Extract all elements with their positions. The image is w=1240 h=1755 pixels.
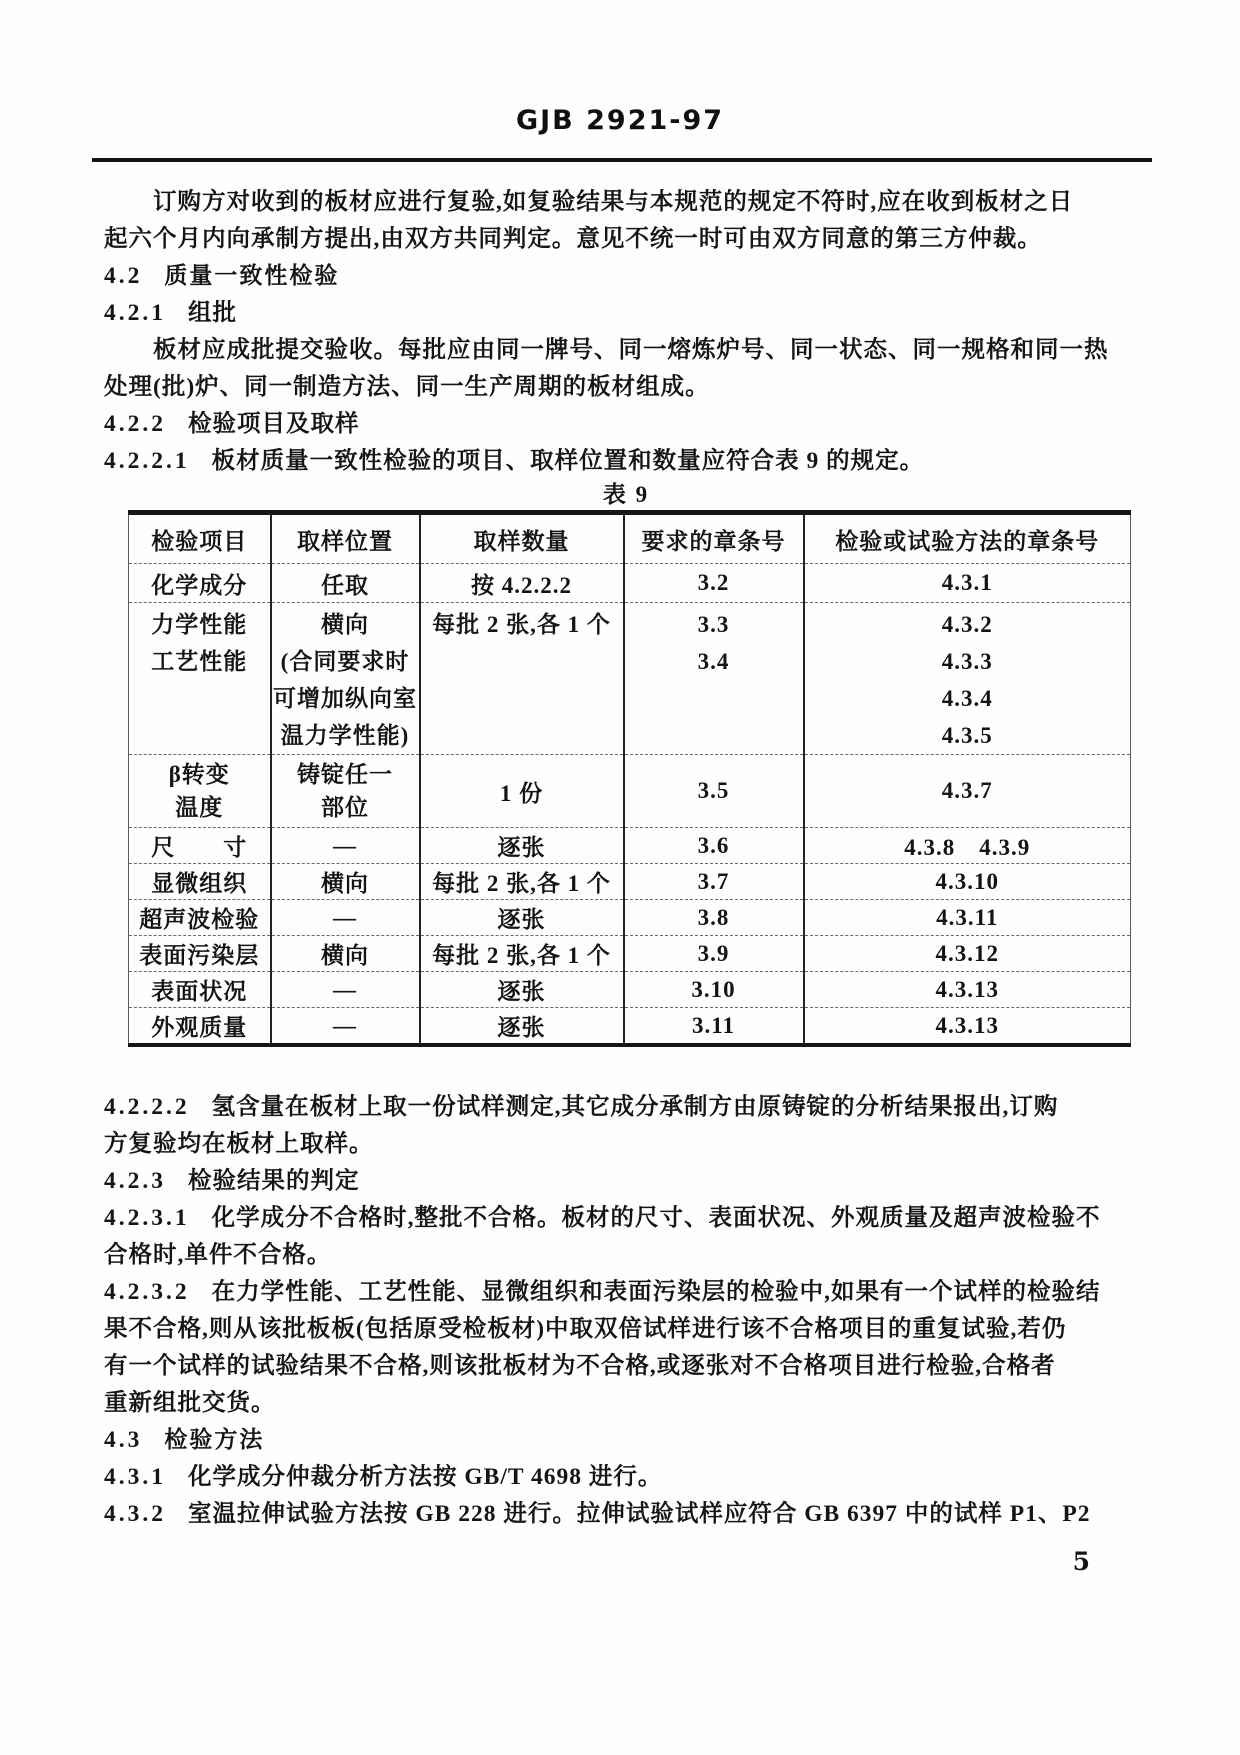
table-cell xyxy=(129,755,271,828)
clause-text: 板材质量一致性检验的项目、取样位置和数量应符合表 9 的规定。 xyxy=(211,448,925,474)
clause-4-2-1-line-2: 处理(批)炉、同一制造方法、同一生产周期的板材组成。 xyxy=(104,374,710,400)
table-cell: 外观质量 xyxy=(129,1008,271,1046)
table-cell: 化学成分 xyxy=(129,564,271,603)
clause-4-2-1-line-1: 板材应成批提交验收。每批应由同一牌号、同一熔炼炉号、同一状态、同一规格和同一热 xyxy=(153,337,1109,363)
table-cell: 任取 xyxy=(271,564,420,603)
table-cell: 显微组织 xyxy=(129,864,271,900)
table-header-row xyxy=(129,513,1131,564)
standard-number: GJB 2921-97 xyxy=(515,105,725,136)
table-cell: 3.7 xyxy=(624,864,804,900)
table-cell: 3.6 xyxy=(624,828,804,864)
col-header-quantity: 取样数量 xyxy=(420,513,624,564)
intro-line-2: 起六个月内向承制方提出,由双方共同判定。意见不统一时可由双方同意的第三方仲裁。 xyxy=(104,226,1042,252)
clause-title: 检验结果的判定 xyxy=(188,1168,360,1194)
clause-4-3-1 xyxy=(104,1459,1148,1496)
clause-text: 化学成分不合格时,整批不合格。板材的尺寸、表面状况、外观质量及超声波检验不 xyxy=(211,1205,1101,1231)
clause-title: 检验项目及取样 xyxy=(188,411,360,437)
table-row xyxy=(129,828,1131,864)
cell-line: 3.3 xyxy=(697,612,730,637)
table-cell: 横向 xyxy=(271,864,420,900)
cell-line: 温力学性能) xyxy=(280,723,410,748)
clause-number: 4.3 xyxy=(104,1427,143,1453)
table-cell: 3.9 xyxy=(624,936,804,972)
table-cell: 尺 寸 xyxy=(129,828,271,864)
heading-4-2-1 xyxy=(104,295,1148,332)
clause-4-2-3-2-line-2: 果不合格,则从该批板板(包括原受检板材)中取双倍试样进行该不合格项目的重复试验,若仍 xyxy=(104,1316,1067,1342)
table-cell xyxy=(129,603,271,755)
cell-line: 4.3.3 xyxy=(941,649,993,674)
table-cell: 按 4.2.2.2 xyxy=(420,564,624,603)
cell-line: 力学性能 xyxy=(151,612,248,637)
table-cell xyxy=(624,603,804,755)
table-cell xyxy=(271,603,420,755)
cell-line: 4.3.5 xyxy=(941,723,993,748)
clause-4-3-2 xyxy=(104,1496,1148,1533)
table-cell: 每批 2 张,各 1 个 xyxy=(420,864,624,900)
clause-number: 4.2.1 xyxy=(104,300,166,326)
table-cell: 4.3.7 xyxy=(804,755,1131,828)
clause-text: 氢含量在板材上取一份试样测定,其它成分承制方由原铸锭的分析结果报出,订购 xyxy=(211,1094,1059,1120)
table-cell: 4.3.13 xyxy=(804,1008,1131,1046)
document-body xyxy=(0,162,1240,1580)
table-cell: 4.3.11 xyxy=(804,900,1131,936)
clause-4-2-3-1-line-2: 合格时,单件不合格。 xyxy=(104,1242,332,1268)
clause-4-2-2-2-line-1 xyxy=(104,1089,1148,1126)
table-cell xyxy=(420,603,624,755)
table-cell: 逐张 xyxy=(420,1008,624,1046)
table-9 xyxy=(128,510,1131,1047)
heading-4-3 xyxy=(104,1422,1148,1459)
table-cell: 逐张 xyxy=(420,972,624,1008)
col-header-item: 检验项目 xyxy=(151,528,248,554)
clause-title: 质量一致性检验 xyxy=(164,263,340,289)
table-cell: 逐张 xyxy=(420,900,624,936)
table-cell: 3.8 xyxy=(624,900,804,936)
table-row xyxy=(129,564,1131,603)
clause-4-2-3-2-line-3: 有一个试样的试验结果不合格,则该批板材为不合格,或逐张对不合格项目进行检验,合格者 xyxy=(104,1353,1056,1379)
table-cell: 逐张 xyxy=(420,828,624,864)
table-cell: 超声波检验 xyxy=(129,900,271,936)
clause-4-2-2-1 xyxy=(104,443,1148,480)
cell-line: 4.3.4 xyxy=(941,686,993,711)
intro-line-1: 订购方对收到的板材应进行复验,如复验结果与本规范的规定不符时,应在收到板材之日 xyxy=(153,189,1074,215)
page-number: 5 xyxy=(1072,1547,1090,1576)
clause-title: 组批 xyxy=(188,300,237,326)
table-cell: — xyxy=(271,828,420,864)
table-cell xyxy=(271,755,420,828)
clause-number: 4.2.3 xyxy=(104,1168,166,1194)
table-cell: — xyxy=(271,1008,420,1046)
cell-line: 温度 xyxy=(175,795,224,820)
table-cell: — xyxy=(271,972,420,1008)
table-row xyxy=(129,972,1131,1008)
table-cell: 表面污染层 xyxy=(129,936,271,972)
cell-line: 工艺性能 xyxy=(151,649,248,674)
clause-number: 4.2.2 xyxy=(104,411,166,437)
table-row xyxy=(129,603,1131,755)
table-row xyxy=(129,936,1131,972)
table-cell: — xyxy=(271,900,420,936)
clause-number: 4.3.1 xyxy=(104,1464,166,1490)
cell-line: 每批 2 张,各 1 个 xyxy=(432,612,611,637)
clause-title: 检验方法 xyxy=(164,1427,265,1453)
col-header-position: 取样位置 xyxy=(271,513,420,564)
table-cell: 3.2 xyxy=(624,564,804,603)
clause-text: 在力学性能、工艺性能、显微组织和表面污染层的检验中,如果有一个试样的检验结 xyxy=(211,1279,1101,1305)
clause-number: 4.2 xyxy=(104,263,143,289)
heading-4-2-3 xyxy=(104,1163,1148,1200)
clause-text: 化学成分仲裁分析方法按 GB/T 4698 进行。 xyxy=(188,1464,663,1490)
table-caption: 表 9 xyxy=(602,482,650,507)
table-cell: 1 份 xyxy=(420,755,624,828)
table-cell: 表面状况 xyxy=(129,972,271,1008)
table-row xyxy=(129,864,1131,900)
table-cell: 4.3.1 xyxy=(804,564,1131,603)
clause-number: 4.2.3.2 xyxy=(104,1279,190,1305)
table-cell: 3.5 xyxy=(624,755,804,828)
cell-line: (合同要求时 xyxy=(280,649,410,674)
clause-number: 4.2.2.2 xyxy=(104,1094,190,1120)
table-cell: 4.3.8 4.3.9 xyxy=(804,828,1131,864)
col-header-requirement: 要求的章条号 xyxy=(624,513,804,564)
clause-4-2-3-2-line-1 xyxy=(104,1274,1148,1311)
clause-4-2-3-1-line-1 xyxy=(104,1200,1148,1237)
table-cell: 4.3.10 xyxy=(804,864,1131,900)
table-cell: 横向 xyxy=(271,936,420,972)
table-cell: 3.11 xyxy=(624,1008,804,1046)
table-cell: 3.10 xyxy=(624,972,804,1008)
table-cell: 4.3.12 xyxy=(804,936,1131,972)
cell-line: β转变 xyxy=(168,762,230,787)
clause-4-2-3-2-line-4: 重新组批交货。 xyxy=(104,1390,276,1416)
clause-number: 4.3.2 xyxy=(104,1501,166,1527)
cell-line: 4.3.2 xyxy=(941,612,993,637)
clause-text: 室温拉伸试验方法按 GB 228 进行。拉伸试验试样应符合 GB 6397 中的试样 P1、P2 xyxy=(188,1501,1091,1527)
table-row xyxy=(129,900,1131,936)
cell-line: 铸锭任一 xyxy=(297,762,393,787)
clause-number: 4.2.3.1 xyxy=(104,1205,190,1231)
col-header-method: 检验或试验方法的章条号 xyxy=(804,513,1131,564)
cell-line: 部位 xyxy=(321,795,369,820)
table-cell: 每批 2 张,各 1 个 xyxy=(420,936,624,972)
table-row xyxy=(129,755,1131,828)
table-cell: 4.3.13 xyxy=(804,972,1131,1008)
heading-4-2 xyxy=(104,258,1148,295)
cell-line: 可增加纵向室 xyxy=(273,686,417,711)
cell-line: 横向 xyxy=(321,612,369,637)
table-row xyxy=(129,1008,1131,1046)
table-cell xyxy=(804,603,1131,755)
heading-4-2-2 xyxy=(104,406,1148,443)
cell-line: 3.4 xyxy=(697,649,730,674)
clause-4-2-2-2-line-2: 方复验均在板材上取样。 xyxy=(104,1131,374,1157)
clause-number: 4.2.2.1 xyxy=(104,448,190,474)
